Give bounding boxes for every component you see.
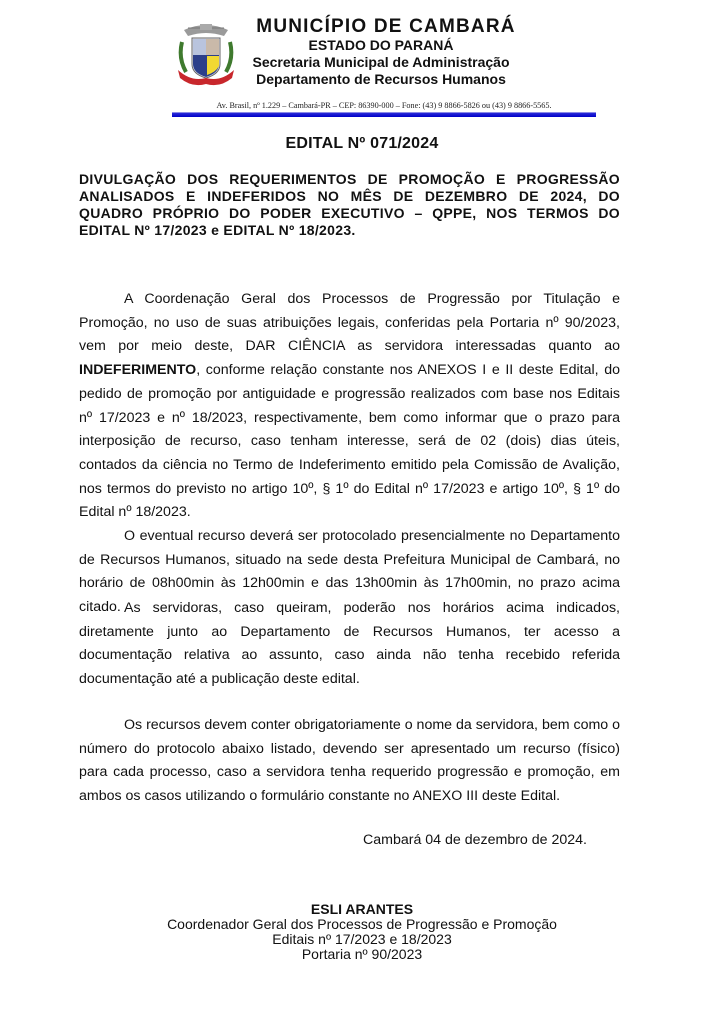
- paragraph-1-text-end: , conforme relação constante nos ANEXOS I e II deste Edital, do pedido de promoção por antiguidade e progressão realizados com base nos Editais nº 17/2023 e nº 18/2023, respectivamente, bem como informar que o prazo para interposição de recurso, caso tenham interesse, será de 02 (dois) dias úteis, contados da ciência no Termo de Indeferimento emitido pela Comissão de Avalição, nos termos do previsto no artigo 10º, § 1º do Edital nº 17/2023 e artigo 10º, § 1º do Edital nº 18/2023.: [79, 362, 620, 521]
- signatory-name: ESLI ARANTES: [310, 901, 414, 917]
- paragraph-4: [79, 714, 620, 809]
- state-name: ESTADO DO PARANÁ: [308, 37, 454, 53]
- department-name: Departamento de Recursos Humanos: [256, 71, 506, 87]
- header-divider: [172, 113, 596, 117]
- document-title: EDITAL Nº 071/2024: [285, 135, 439, 152]
- paragraph-1: [79, 288, 620, 525]
- municipality-name: MUNICÍPIO DE CAMBARÁ: [256, 16, 516, 37]
- coat-of-arms-icon: [176, 20, 236, 90]
- paragraph-3: [79, 597, 620, 692]
- paragraph-1-text-start: A Coordenação Geral dos Processos de Progressão por Titulação e Promoção, no uso de suas atribuições legais, conferidas pela Portaria nº 90/2023, vem por meio deste, DAR CIÊNCIA as servidora interessadas quanto ao: [79, 291, 620, 355]
- date-line: Cambará 04 de dezembro de 2024.: [363, 832, 587, 848]
- document-subject: DIVULGAÇÃO DOS REQUERIMENTOS DE PROMOÇÃO E PROGRESSÃO ANALISADOS E INDEFERIDOS NO MÊS DE DEZEMBRO DE 2024, DO QUADRO PRÓPRIO DO PODER EXECUTIVO – QPPE, NOS TERMOS DO EDITAL Nº 17/2023 e EDITAL Nº 18/2023.: [79, 171, 620, 238]
- signatory-editais: Editais nº 17/2023 e 18/2023: [272, 931, 452, 947]
- paragraph-3-text: As servidoras, caso queiram, poderão nos horários acima indicados, diretamente junto ao Departamento de Recursos Humanos, ter acesso a documentação relativa ao assunto, caso ainda não tenha recebido referida documentação até a publicação deste edital.: [79, 600, 620, 688]
- signatory-portaria: Portaria nº 90/2023: [301, 946, 423, 962]
- paragraph-1-bold: INDEFERIMENTO: [79, 362, 197, 379]
- signatory-role: Coordenador Geral dos Processos de Progressão e Promoção: [167, 916, 557, 932]
- paragraph-4-text: Os recursos devem conter obrigatoriamente o nome da servidora, bem como o número do protocolo abaixo listado, devendo ser apresentado um recurso (físico) para cada processo, caso a servidora tenha requerido progressão e promoção, em ambos os casos utilizando o formulário constante no ANEXO III deste Edital.: [79, 717, 621, 805]
- paragraph-2-text: O eventual recurso deverá ser protocolado presencialmente no Departamento de Recursos Humanos, situado na sede desta Prefeitura Municipal de Cambará, no horário de 08h00min às 12h00min e das 13h00min às 17h00min, no prazo acima citado.: [79, 528, 620, 616]
- address-line: Av. Brasil, nº 1.229 – Cambará-PR – CEP: 86390-000 – Fone: (43) 9 8866-5826 ou (43) 9 8866-5565.: [216, 101, 552, 110]
- secretariat-name: Secretaria Municipal de Administração: [252, 54, 510, 70]
